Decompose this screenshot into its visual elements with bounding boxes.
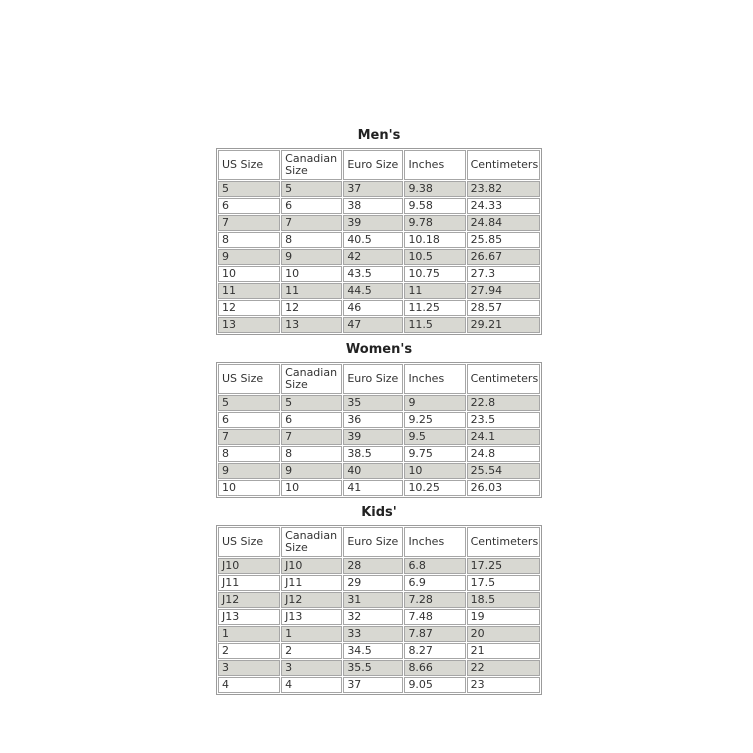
table-row — [218, 575, 540, 591]
table-cell: 2 — [281, 643, 342, 659]
table-row — [218, 283, 540, 299]
table-cell: 10 — [218, 480, 280, 496]
table-cell: 7.28 — [404, 592, 465, 608]
table-row — [218, 266, 540, 282]
table-cell: J10 — [218, 558, 280, 574]
table-cell: 5 — [218, 181, 280, 197]
table-cell: 6.9 — [404, 575, 465, 591]
table-cell: 24.84 — [467, 215, 540, 231]
table-cell: 24.1 — [467, 429, 540, 445]
table-cell: J10 — [281, 558, 342, 574]
table-cell: 25.85 — [467, 232, 540, 248]
table-cell: 9 — [218, 249, 280, 265]
column-header-canadian-size: Canadian Size — [281, 527, 342, 557]
column-header-centimeters: Centimeters — [467, 364, 540, 394]
table-row — [218, 558, 540, 574]
size-charts — [216, 128, 542, 695]
table-cell: 40.5 — [343, 232, 403, 248]
table-row — [218, 429, 540, 445]
column-header-us-size: US Size — [218, 150, 280, 180]
chart-title: Men's — [357, 128, 401, 143]
table-cell: 1 — [281, 626, 342, 642]
table-row — [218, 215, 540, 231]
table-row — [218, 626, 540, 642]
column-header-euro-size: Euro Size — [343, 527, 403, 557]
table-cell: 4 — [218, 677, 280, 693]
table-cell: 26.03 — [467, 480, 540, 496]
column-header-centimeters: Centimeters — [467, 150, 540, 180]
size-table-men-s — [216, 148, 542, 335]
table-cell: 37 — [343, 181, 403, 197]
table-cell: 35.5 — [343, 660, 403, 676]
table-cell: 9.78 — [404, 215, 465, 231]
table-cell: 17.5 — [467, 575, 540, 591]
table-cell: 20 — [467, 626, 540, 642]
table-cell: 9.05 — [404, 677, 465, 693]
table-row — [218, 181, 540, 197]
table-cell: 10.18 — [404, 232, 465, 248]
table-cell: 3 — [281, 660, 342, 676]
table-cell: 33 — [343, 626, 403, 642]
table-cell: 2 — [218, 643, 280, 659]
size-table-kids — [216, 525, 542, 695]
table-cell: 11 — [218, 283, 280, 299]
table-cell: 21 — [467, 643, 540, 659]
table-cell: 8.66 — [404, 660, 465, 676]
table-cell: 28 — [343, 558, 403, 574]
table-cell: 40 — [343, 463, 403, 479]
table-cell: 29 — [343, 575, 403, 591]
table-cell: 29.21 — [467, 317, 540, 333]
table-cell: 11 — [281, 283, 342, 299]
table-cell: 39 — [343, 429, 403, 445]
column-header-euro-size: Euro Size — [343, 150, 403, 180]
table-cell: 10 — [281, 266, 342, 282]
table-cell: 34.5 — [343, 643, 403, 659]
table-cell: 39 — [343, 215, 403, 231]
table-cell: 44.5 — [343, 283, 403, 299]
table-cell: 6 — [281, 198, 342, 214]
table-cell: 7.48 — [404, 609, 465, 625]
table-cell: 6 — [218, 198, 280, 214]
table-cell: 8 — [218, 446, 280, 462]
table-row — [218, 232, 540, 248]
table-cell: J11 — [281, 575, 342, 591]
table-cell: 6 — [281, 412, 342, 428]
table-cell: 10 — [218, 266, 280, 282]
column-header-inches: Inches — [404, 364, 465, 394]
table-row — [218, 300, 540, 316]
column-header-canadian-size: Canadian Size — [281, 150, 342, 180]
table-row — [218, 463, 540, 479]
table-cell: 9.5 — [404, 429, 465, 445]
column-header-us-size: US Size — [218, 364, 280, 394]
table-cell: 6 — [218, 412, 280, 428]
table-row — [218, 592, 540, 608]
table-cell: 37 — [343, 677, 403, 693]
table-cell: 9 — [281, 249, 342, 265]
table-cell: 10 — [404, 463, 465, 479]
table-cell: 10.5 — [404, 249, 465, 265]
table-row — [218, 446, 540, 462]
table-cell: 26.67 — [467, 249, 540, 265]
table-row — [218, 317, 540, 333]
table-cell: 8 — [218, 232, 280, 248]
table-cell: J13 — [218, 609, 280, 625]
table-cell: 7 — [281, 429, 342, 445]
table-cell: 25.54 — [467, 463, 540, 479]
size-chart-kids — [216, 505, 542, 695]
table-cell: 7 — [281, 215, 342, 231]
table-cell: 23 — [467, 677, 540, 693]
table-cell: 46 — [343, 300, 403, 316]
column-header-inches: Inches — [404, 527, 465, 557]
table-cell: 7 — [218, 429, 280, 445]
table-cell: 24.8 — [467, 446, 540, 462]
table-cell: 24.33 — [467, 198, 540, 214]
table-row — [218, 660, 540, 676]
table-row — [218, 480, 540, 496]
table-cell: 10.25 — [404, 480, 465, 496]
table-cell: J13 — [281, 609, 342, 625]
size-chart-men-s — [216, 128, 542, 335]
header-row — [218, 527, 540, 557]
table-cell: 13 — [281, 317, 342, 333]
table-cell: 4 — [281, 677, 342, 693]
table-row — [218, 198, 540, 214]
table-cell: 9.58 — [404, 198, 465, 214]
table-cell: 27.94 — [467, 283, 540, 299]
table-cell: 27.3 — [467, 266, 540, 282]
table-cell: 6.8 — [404, 558, 465, 574]
column-header-canadian-size: Canadian Size — [281, 364, 342, 394]
table-cell: 10 — [281, 480, 342, 496]
table-row — [218, 677, 540, 693]
column-header-us-size: US Size — [218, 527, 280, 557]
table-cell: 36 — [343, 412, 403, 428]
chart-title: Kids' — [361, 505, 397, 520]
header-row — [218, 150, 540, 180]
table-row — [218, 395, 540, 411]
table-cell: 47 — [343, 317, 403, 333]
table-cell: 9 — [218, 463, 280, 479]
table-cell: 5 — [281, 395, 342, 411]
size-chart-women-s — [216, 342, 542, 498]
table-cell: 10.75 — [404, 266, 465, 282]
size-table-women-s — [216, 362, 542, 498]
table-cell: 8.27 — [404, 643, 465, 659]
table-cell: 1 — [218, 626, 280, 642]
table-cell: 13 — [218, 317, 280, 333]
table-cell: 5 — [218, 395, 280, 411]
table-cell: 38.5 — [343, 446, 403, 462]
table-cell: 9.25 — [404, 412, 465, 428]
table-row — [218, 609, 540, 625]
table-cell: 23.82 — [467, 181, 540, 197]
table-cell: 11.25 — [404, 300, 465, 316]
table-cell: 7 — [218, 215, 280, 231]
chart-title: Women's — [345, 342, 413, 357]
table-cell: 22.8 — [467, 395, 540, 411]
table-cell: 41 — [343, 480, 403, 496]
table-cell: 9 — [404, 395, 465, 411]
column-header-centimeters: Centimeters — [467, 527, 540, 557]
table-cell: J12 — [218, 592, 280, 608]
table-cell: 32 — [343, 609, 403, 625]
table-cell: J11 — [218, 575, 280, 591]
table-cell: 17.25 — [467, 558, 540, 574]
table-cell: 3 — [218, 660, 280, 676]
table-cell: 43.5 — [343, 266, 403, 282]
table-cell: 5 — [281, 181, 342, 197]
table-cell: 23.5 — [467, 412, 540, 428]
header-row — [218, 364, 540, 394]
table-cell: 19 — [467, 609, 540, 625]
table-cell: 22 — [467, 660, 540, 676]
table-cell: J12 — [281, 592, 342, 608]
table-cell: 28.57 — [467, 300, 540, 316]
table-cell: 8 — [281, 446, 342, 462]
table-cell: 38 — [343, 198, 403, 214]
column-header-inches: Inches — [404, 150, 465, 180]
table-cell: 42 — [343, 249, 403, 265]
table-row — [218, 412, 540, 428]
table-cell: 12 — [281, 300, 342, 316]
table-row — [218, 249, 540, 265]
table-cell: 11.5 — [404, 317, 465, 333]
table-cell: 9.38 — [404, 181, 465, 197]
table-cell: 31 — [343, 592, 403, 608]
table-cell: 12 — [218, 300, 280, 316]
table-row — [218, 643, 540, 659]
table-cell: 7.87 — [404, 626, 465, 642]
column-header-euro-size: Euro Size — [343, 364, 403, 394]
table-cell: 11 — [404, 283, 465, 299]
table-cell: 35 — [343, 395, 403, 411]
table-cell: 9.75 — [404, 446, 465, 462]
table-cell: 9 — [281, 463, 342, 479]
table-cell: 8 — [281, 232, 342, 248]
table-cell: 18.5 — [467, 592, 540, 608]
